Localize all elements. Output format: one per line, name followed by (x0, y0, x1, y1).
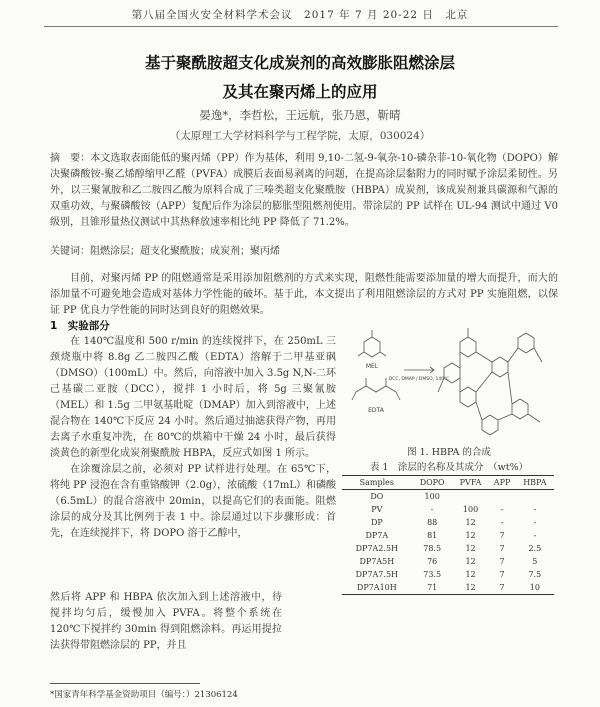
mel-ring (364, 337, 380, 357)
table-cell: 12 (465, 583, 476, 592)
table-row (342, 542, 554, 555)
table-header-cell: Samples (359, 478, 395, 487)
table-cell: - (500, 505, 504, 514)
table-cell: 7 (499, 570, 505, 579)
table-cell: DO (370, 492, 384, 501)
figure-caption: 图 1. HBPA 的合成 (407, 447, 491, 458)
hyperbranched-network (438, 328, 542, 435)
table-cell: - (430, 505, 434, 514)
table-row (342, 568, 554, 581)
affiliation: （太原理工大学材料科学与工程学院，太原，030024） (169, 130, 431, 142)
header-rule (44, 26, 558, 27)
table-header-cell: PVFA (459, 478, 482, 487)
table-header-cell: APP (493, 478, 511, 487)
table-caption: 表 1 涂层的名称及其成分 （wt%） (369, 462, 529, 473)
table-cell (453, 490, 489, 504)
table-cell (488, 490, 515, 504)
composition-table (342, 475, 554, 595)
table-cell: - (533, 531, 537, 540)
table-cell: 5 (532, 557, 538, 566)
table-cell: 12 (465, 570, 476, 579)
table-cell: 10 (529, 583, 540, 592)
table-cell: 100 (462, 505, 479, 514)
funding-footnote: *国家青年科学基金资助项目（编号：）21306124 (50, 690, 238, 700)
table-cell: DP7A2.5H (355, 544, 399, 553)
table-cell: 2.5 (528, 544, 542, 553)
author-list: 晏逸*，李哲松，王远航，张乃恩，靳晴 (199, 108, 401, 122)
running-header: 第八届全国火安全材料学术会议 2017 年 7 月 20-22 日 北京 (131, 9, 469, 21)
table-cell: DP7A5H (359, 557, 395, 566)
experimental-paragraph-2: 在涂覆涂层之前，必须对 PP 试样进行处理。在 65℃下，将纯 PP 浸泡在含有重铬酸钾（2.0g），浓硫酸（17mL）和磷酸（6.5mL）的混合溶液中 20min，以提高它们的表面能。阻燃涂层的成分及其比例列于表 1 中。涂层通过以下步骤形成：首先，在连续搅拌下，将 DOPO 溶于乙醇中， (50, 464, 336, 539)
mel-label: MEL (365, 363, 379, 370)
table-cell: 7 (499, 557, 505, 566)
paper-title-line-2: 及其在聚丙烯上的应用 (222, 83, 378, 101)
table-cell: 71 (427, 583, 438, 592)
table-row (342, 555, 554, 568)
table-cell: 7 (499, 583, 505, 592)
table-cell: 81 (427, 531, 438, 540)
table-cell: 12 (465, 544, 476, 553)
table-cell: DP (370, 518, 383, 527)
table-header-cell: DOPO (419, 478, 445, 487)
introduction-paragraph: 目前，对聚丙烯 PP 的阻燃通常是采用添加阻燃剂的方式来实现，阻燃性能需要添加量的增大而提升，而大的添加量不可避免地会造成对基体力学性能的破坏。基于此，本文提出了利用阻燃涂层的方式对 PP 实施阻燃，以保证 PP 优良力学性能的同时达到良好的阻燃效果。 (50, 273, 558, 316)
table-cell: 76 (427, 557, 438, 566)
experimental-paragraph-1: 在 140℃温度和 500 r/min 的连续搅拌下，在 250mL 三颈烧瓶中将 8.8g 乙二胺四乙酸（EDTA）溶解于二甲基亚砜（DMSO）（100mL）中。然后，向溶液中加入 3.5g N,N-二环己基碳二亚胺（DCC），搅拌 1 小时后，将 5g 三聚氰胺（MEL）和 1.5g 二甲氨基吡啶（DMAP）加入到溶液中，上述混合物在 140℃下反应 24 小时。然后通过抽滤获得产物，再用去离子水重复冲洗，在 80℃的烘箱中干燥 24 小时，最后获得淡黄色的新型化成炭剂聚酰胺 HBPA，反应式如图 1 所示。 (50, 336, 336, 459)
abstract: 摘 要：本文选取表面能低的聚丙烯（PP）作为基体，利用 9,10-二氢-9-氧杂-10-磷杂菲-10-氧化物（DOPO）解决聚磷酸铵-聚乙烯醇缩甲乙醛（PVFA）成膜后表面易剥离的问题，在提高涂层黏附力的同时赋予涂层柔韧性。另外，以三聚氰胺和乙二胺四乙酸为原料合成了三嗪类超支化聚酰胺（HBPA）成炭剂，该成炭剂兼具碳源和气源的双重功效，与聚磷酸铵（APP）复配后作为涂层的膨胀型阻燃剂使用。带涂层的 PP 试样在 UL-94 测试中通过 V0 级别，且锥形量热仪测试中其热释放速率相比纯 PP 降低了 71.2%。 (50, 153, 558, 228)
table-row (342, 516, 554, 529)
table-header-cell: HBPA (523, 478, 547, 487)
table-cell: 78.5 (423, 544, 442, 553)
table-row (342, 490, 554, 504)
table-cell: 12 (465, 531, 476, 540)
table-row (342, 503, 554, 516)
table-cell: DP7A7.5H (355, 570, 399, 579)
table-cell (516, 490, 554, 504)
table-cell: 73.5 (423, 570, 442, 579)
table-cell: 100 (424, 492, 440, 501)
table-cell: 7 (499, 531, 505, 540)
section-heading-experimental: 1 实验部分 (50, 320, 110, 332)
table-cell: 12 (465, 557, 476, 566)
footnote-rule (50, 683, 200, 684)
table-row (342, 529, 554, 542)
paper-title-line-1: 基于聚酰胺超支化成炭剂的高效膨胀阻燃涂层 (144, 54, 455, 72)
table-cell: 12 (465, 518, 476, 527)
edta-backbone (356, 386, 396, 392)
table-cell: 7 (499, 544, 505, 553)
table-cell: - (500, 518, 504, 527)
table-cell: - (533, 505, 537, 514)
table-cell: PV (371, 505, 383, 514)
table-cell: DP7A (365, 531, 389, 540)
edta-label: EDTA (368, 407, 384, 414)
table-row (342, 581, 554, 595)
experimental-paragraph-2-continued: 然后将 APP 和 HBPA 依次加入到上述溶液中，待搅拌均匀后，缓慢加入 PVFA。将整个系统在 120℃下搅拌约 30min 得到阻燃涂料。再运用提拉法获得带阻燃涂层的 PP，并且 (50, 592, 282, 651)
table-cell: DP7A10H (356, 583, 397, 592)
table-cell: 88 (427, 518, 438, 527)
hbpa-synthesis-scheme (342, 322, 556, 442)
table-cell: 7.5 (528, 570, 542, 579)
table-header-row (342, 476, 554, 490)
keywords: 关键词：阻燃涂层；超支化聚酰胺；成炭剂；聚丙烯 (50, 246, 280, 257)
reaction-conditions: DCC, DMAP / DMSO, 140℃ (388, 377, 450, 382)
table-cell: - (533, 518, 537, 527)
